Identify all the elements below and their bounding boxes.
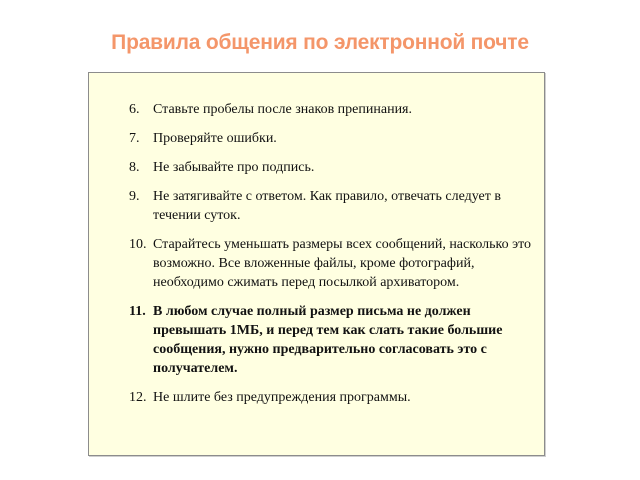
- rule-item: [129, 187, 539, 225]
- rule-item: [129, 129, 539, 148]
- rule-number: 7.: [129, 131, 140, 146]
- rule-number: 8.: [129, 160, 140, 175]
- rule-number: 12.: [129, 390, 147, 405]
- page-title: Правила общения по электронной почте: [111, 31, 529, 54]
- rule-text: Не шлите без предупреждения программы.: [153, 390, 411, 405]
- rule-number: 6.: [129, 102, 140, 117]
- rules-list: [129, 100, 539, 417]
- rule-text: Ставьте пробелы после знаков препинания.: [153, 102, 412, 117]
- rule-text: Не затягивайте с ответом. Как правило, отвечать следует в течении суток.: [153, 189, 501, 223]
- rule-item: [129, 388, 539, 407]
- rule-number: 11.: [129, 304, 146, 319]
- rule-text: Не забывайте про подпись.: [153, 160, 315, 175]
- rule-item-highlighted: [129, 302, 539, 378]
- rule-text: В любом случае полный размер письма не должен превышать 1МБ, и перед тем как слать такие большие сообщения, нужно предварительно согласовать это с получателем.: [153, 304, 503, 376]
- rule-text: Проверяйте ошибки.: [153, 131, 277, 146]
- rule-text: Старайтесь уменьшать размеры всех сообщений, насколько это возможно. Все вложенные файлы, кроме фотографий, необходимо сжимать перед посылкой архиватором.: [153, 237, 532, 290]
- rule-item: [129, 158, 539, 177]
- rule-number: 9.: [129, 189, 140, 204]
- rule-number: 10.: [129, 237, 147, 252]
- rule-item: [129, 235, 539, 292]
- rule-item: [129, 100, 539, 119]
